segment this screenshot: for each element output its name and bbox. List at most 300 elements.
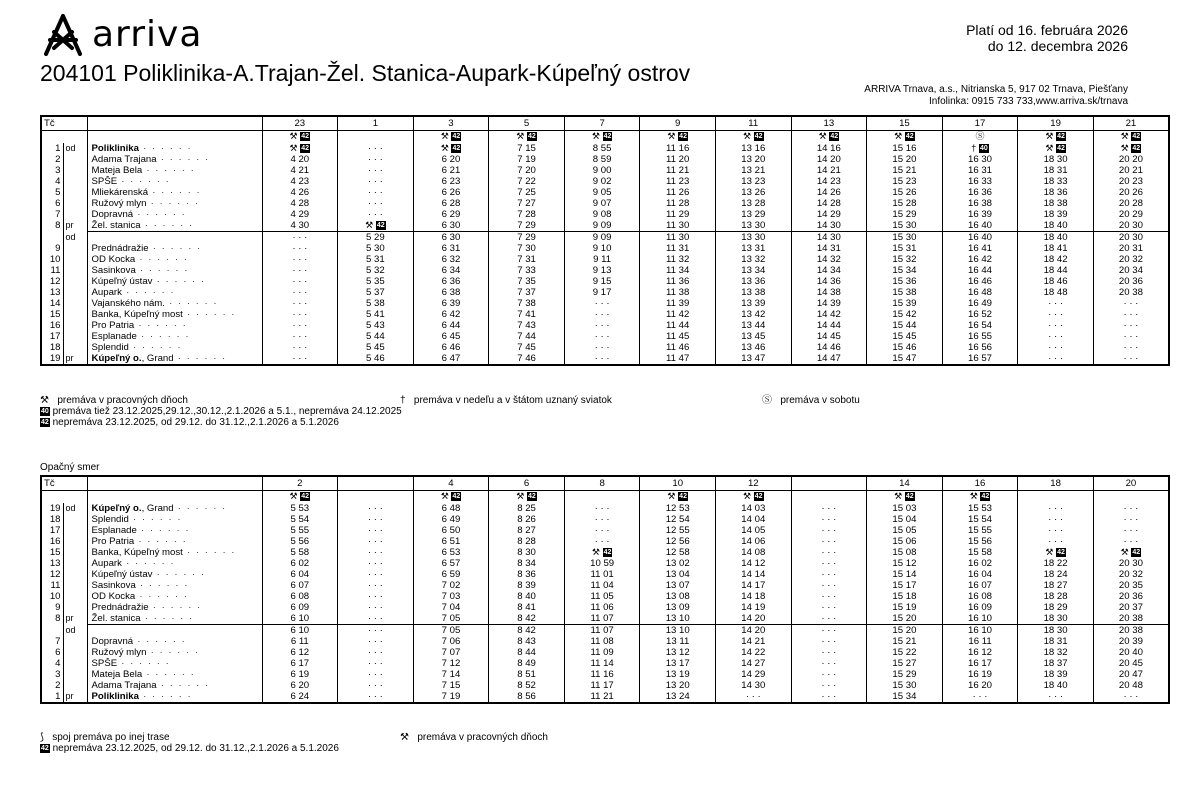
departure-time: 8 30 [489, 547, 565, 558]
departure-time: · · · [338, 514, 414, 525]
departure-time: · · · [262, 309, 338, 320]
departure-time: 5 43 [338, 320, 414, 331]
departure-time: · · · [791, 503, 867, 514]
departure-time: 11 44 [640, 320, 716, 331]
departure-time: 18 39 [1018, 209, 1094, 220]
stop-number: 12 [41, 569, 63, 580]
departure-time: 14 21 [791, 165, 867, 176]
departure-time: · · · [564, 525, 640, 536]
departure-time: 4 30 [262, 220, 338, 232]
trip-number: 2 [262, 476, 338, 491]
departure-time: 16 39 [942, 209, 1018, 220]
departure-time: 16 12 [942, 647, 1018, 658]
departure-time: 8 34 [489, 558, 565, 569]
table-row [41, 143, 1169, 154]
stop-name: Sasinkova · · · · · · [87, 265, 262, 276]
departure-time [413, 143, 489, 154]
departure-time: 15 22 [867, 647, 943, 658]
departure-time: 16 38 [942, 198, 1018, 209]
table-row [41, 569, 1169, 580]
departure-time: 5 45 [338, 342, 414, 353]
departure-time: 15 12 [867, 558, 943, 569]
table-row [41, 220, 1169, 232]
saturday-circle-icon: Ⓢ [762, 395, 772, 406]
stop-number: 18 [41, 342, 63, 353]
departure-time: 13 39 [715, 298, 791, 309]
departure-time: 16 55 [942, 331, 1018, 342]
departure-time: 13 47 [715, 353, 791, 365]
departure-time: 7 46 [489, 353, 565, 365]
departure-time: · · · [791, 536, 867, 547]
stop-number: 10 [41, 591, 63, 602]
legend-40: 40 premáva tiež 23.12.2025,29.12.,30.12.,2.1.2026 a 5.1., nepremáva 24.12.2025 [41, 406, 402, 417]
departure-time: · · · [715, 691, 791, 703]
departure-time: · · · [262, 298, 338, 309]
legend-detour: ⟆ spoj premáva po inej trase [40, 732, 170, 743]
stop-number: 17 [41, 525, 63, 536]
departure-time: 6 46 [413, 342, 489, 353]
stop-name: Ružový mlyn · · · · · · [87, 198, 262, 209]
table-row [41, 547, 1169, 558]
hammer-icon: ⚒ [1120, 143, 1129, 153]
departure-time: · · · [338, 187, 414, 198]
trip-number: 7 [564, 116, 640, 131]
stop-number: 19 [41, 353, 63, 365]
stop-name: Banka, Kúpeľný most · · · · · · [87, 309, 262, 320]
stop-number: 4 [41, 658, 63, 669]
departure-time: · · · [1093, 320, 1169, 331]
departure-time: 11 07 [564, 613, 640, 625]
departure-time: 15 55 [942, 525, 1018, 536]
legend-hammer: ⚒ premáva v pracovných dňoch [40, 395, 188, 406]
departure-time: 11 20 [640, 154, 716, 165]
departure-time: 6 12 [262, 647, 338, 658]
badge-42: 42 [1057, 549, 1065, 556]
stop-name: OD Kocka · · · · · · [87, 254, 262, 265]
departure-time: 8 36 [489, 569, 565, 580]
trip-note [262, 491, 338, 504]
departure-time: · · · [791, 558, 867, 569]
departure-time: 15 47 [867, 353, 943, 365]
departure-time: 14 23 [791, 176, 867, 187]
departure-time: 6 45 [413, 331, 489, 342]
departure-time: 9 05 [564, 187, 640, 198]
departure-time: 12 53 [640, 503, 716, 514]
departure-time: 7 05 [413, 625, 489, 637]
departure-time: 20 26 [1093, 187, 1169, 198]
departure-time: · · · [338, 591, 414, 602]
stop-mode [63, 265, 87, 276]
departure-time: · · · [338, 176, 414, 187]
departure-time: 7 33 [489, 265, 565, 276]
trip-note [867, 131, 943, 144]
departure-time: 7 31 [489, 254, 565, 265]
departure-time: 11 30 [640, 220, 716, 232]
departure-time: 11 01 [564, 569, 640, 580]
valid-to: do 12. decembra 2026 [987, 38, 1128, 54]
stop-mode [63, 669, 87, 680]
badge-42: 42 [301, 493, 310, 501]
departure-time: · · · [338, 536, 414, 547]
departure-time: 6 44 [413, 320, 489, 331]
departure-time: · · · [1018, 331, 1094, 342]
departure-time: 16 10 [942, 613, 1018, 625]
table-row [41, 647, 1169, 658]
departure-time: 15 58 [942, 547, 1018, 558]
departure-time: 8 44 [489, 647, 565, 658]
badge-42: 42 [41, 744, 49, 752]
departure-time: · · · [942, 691, 1018, 703]
departure-time: 16 56 [942, 342, 1018, 353]
departure-time [1093, 143, 1169, 154]
timetable-outbound [40, 115, 1170, 366]
trip-number: 13 [791, 116, 867, 131]
departure-time: · · · [338, 602, 414, 613]
departure-time: · · · [262, 331, 338, 342]
departure-time: 11 09 [564, 647, 640, 658]
departure-time: 13 30 [715, 220, 791, 232]
timetable-inbound [40, 475, 1170, 704]
departure-time: · · · [1093, 353, 1169, 365]
departure-time: 5 35 [338, 276, 414, 287]
departure-time: 12 54 [640, 514, 716, 525]
hammer-icon: ⚒ [1120, 547, 1129, 557]
departure-time: 9 08 [564, 209, 640, 220]
departure-time [1018, 143, 1094, 154]
trip-note [489, 131, 565, 144]
badge-42: 42 [1132, 145, 1141, 152]
departure-time: 16 40 [942, 220, 1018, 232]
badge-42: 42 [528, 133, 536, 141]
departure-time: 13 02 [640, 558, 716, 569]
departure-time: 14 20 [715, 613, 791, 625]
stop-name [87, 625, 262, 637]
table-row [41, 276, 1169, 287]
departure-time: 6 07 [262, 580, 338, 591]
badge-42: 42 [41, 418, 49, 426]
departure-time: 11 39 [640, 298, 716, 309]
departure-time: · · · [1018, 514, 1094, 525]
trip-number: 14 [867, 476, 943, 491]
departure-time: 16 52 [942, 309, 1018, 320]
stop-name: Banka, Kúpeľný most · · · · · · [87, 547, 262, 558]
departure-time: · · · [1018, 342, 1094, 353]
departure-time: 18 48 [1018, 287, 1094, 298]
departure-time: 14 30 [715, 680, 791, 691]
departure-time: 6 51 [413, 536, 489, 547]
badge-42: 42 [452, 133, 461, 141]
departure-time: 16 48 [942, 287, 1018, 298]
stop-name: Pro Patria · · · · · · [87, 536, 262, 547]
badge-42: 42 [679, 493, 687, 501]
departure-time: 9 15 [564, 276, 640, 287]
departure-time: 20 34 [1093, 265, 1169, 276]
hammer-icon: ⚒ [289, 131, 298, 142]
departure-time: 16 02 [942, 558, 1018, 569]
departure-time: 13 10 [640, 613, 716, 625]
departure-time: 5 54 [262, 514, 338, 525]
stop-name: Splendid · · · · · · [87, 514, 262, 525]
trip-note [1093, 131, 1169, 144]
stop-mode: od [63, 232, 87, 244]
departure-time: · · · [262, 320, 338, 331]
stop-mode [63, 298, 87, 309]
departure-time: 20 30 [1093, 220, 1169, 232]
departure-time: 16 19 [942, 669, 1018, 680]
departure-time: 18 30 [1018, 625, 1094, 637]
departure-time: 5 55 [262, 525, 338, 536]
departure-time: · · · [791, 569, 867, 580]
departure-time: 8 39 [489, 580, 565, 591]
departure-time: 15 44 [867, 320, 943, 331]
departure-time: 7 44 [489, 331, 565, 342]
departure-time: 6 28 [413, 198, 489, 209]
stop-name: Splendid · · · · · · [87, 342, 262, 353]
stop-mode [63, 287, 87, 298]
trip-number: 11 [715, 116, 791, 131]
departure-time: · · · [564, 331, 640, 342]
departure-time: 7 03 [413, 591, 489, 602]
stop-mode [63, 154, 87, 165]
stop-number: 3 [41, 165, 63, 176]
departure-time: 12 56 [640, 536, 716, 547]
hammer-icon: ⚒ [516, 491, 525, 502]
badge-42: 42 [679, 133, 687, 141]
departure-time: 18 33 [1018, 176, 1094, 187]
stop-name: Pro Patria · · · · · · [87, 320, 262, 331]
trip-number: 6 [489, 476, 565, 491]
badge-42: 42 [301, 145, 310, 152]
departure-time: 15 56 [942, 536, 1018, 547]
departure-time: 15 21 [867, 636, 943, 647]
table-row [41, 320, 1169, 331]
hammer-icon: ⚒ [591, 131, 600, 142]
header-blank [87, 116, 262, 131]
logo-text: arriva [92, 14, 203, 55]
stop-number: 9 [41, 243, 63, 254]
trip-note [564, 491, 640, 504]
stop-mode: pr [63, 220, 87, 232]
departure-time: 18 38 [1018, 198, 1094, 209]
hammer-icon: ⚒ [1045, 547, 1054, 557]
stop-mode [63, 331, 87, 342]
departure-time: 7 30 [489, 243, 565, 254]
departure-time: 5 30 [338, 243, 414, 254]
departure-time: 14 29 [715, 669, 791, 680]
stop-number: 6 [41, 198, 63, 209]
departure-time: 11 34 [640, 265, 716, 276]
hammer-icon: ⚒ [667, 131, 676, 142]
departure-time: · · · [564, 503, 640, 514]
stop-number: 15 [41, 309, 63, 320]
stop-mode [63, 342, 87, 353]
stop-name: Mliekárenská · · · · · · [87, 187, 262, 198]
departure-time: 9 17 [564, 287, 640, 298]
table-row [41, 580, 1169, 591]
departure-time: 20 30 [1093, 232, 1169, 244]
badge-42: 42 [1057, 133, 1065, 141]
departure-time: 8 41 [489, 602, 565, 613]
table-row [41, 165, 1169, 176]
stop-mode [63, 658, 87, 669]
departure-time: 4 28 [262, 198, 338, 209]
departure-time: 8 27 [489, 525, 565, 536]
departure-time: 9 00 [564, 165, 640, 176]
stop-number: 19 [41, 503, 63, 514]
trip-number [338, 476, 414, 491]
departure-time: 14 17 [715, 580, 791, 591]
departure-time: 15 21 [867, 165, 943, 176]
trip-number: 15 [867, 116, 943, 131]
departure-time: · · · [262, 342, 338, 353]
stop-name: Kúpeľný ústav · · · · · · [87, 276, 262, 287]
departure-time: · · · [564, 309, 640, 320]
departure-time: · · · [1018, 298, 1094, 309]
departure-time: 18 42 [1018, 254, 1094, 265]
trip-note [338, 131, 414, 144]
departure-time: 14 34 [791, 265, 867, 276]
departure-time: 14 21 [715, 636, 791, 647]
stop-number [41, 625, 63, 637]
departure-time: 20 45 [1093, 658, 1169, 669]
departure-time: 14 27 [715, 658, 791, 669]
departure-time: · · · [1093, 536, 1169, 547]
service-note [971, 143, 988, 154]
departure-time: 15 26 [867, 187, 943, 198]
departure-time: · · · [1018, 691, 1094, 703]
stop-mode [63, 254, 87, 265]
stop-number: 16 [41, 536, 63, 547]
departure-time: 7 05 [413, 613, 489, 625]
departure-time: 5 46 [338, 353, 414, 365]
departure-time: · · · [791, 547, 867, 558]
trip-number: 4 [413, 476, 489, 491]
table-row [41, 658, 1169, 669]
departure-time: · · · [564, 536, 640, 547]
stop-number: 9 [41, 602, 63, 613]
badge-42: 42 [754, 133, 763, 141]
departure-time: 20 38 [1093, 287, 1169, 298]
departure-time: 6 34 [413, 265, 489, 276]
stop-number: 3 [41, 669, 63, 680]
stop-name: Dopravná · · · · · · [87, 636, 262, 647]
departure-time: 14 31 [791, 243, 867, 254]
departure-time: · · · [564, 342, 640, 353]
departure-time: 13 04 [640, 569, 716, 580]
departure-time: 7 02 [413, 580, 489, 591]
departure-time: 14 47 [791, 353, 867, 365]
departure-time: 6 50 [413, 525, 489, 536]
departure-time: · · · [791, 691, 867, 703]
departure-time: 6 04 [262, 569, 338, 580]
trip-note [867, 491, 943, 504]
departure-time: 8 25 [489, 503, 565, 514]
departure-time: 18 39 [1018, 669, 1094, 680]
stop-name: OD Kocka · · · · · · [87, 591, 262, 602]
departure-time: 20 32 [1093, 569, 1169, 580]
badge-42: 42 [376, 222, 385, 230]
departure-time: · · · [262, 243, 338, 254]
departure-time: · · · [791, 625, 867, 637]
departure-time: 16 17 [942, 658, 1018, 669]
departure-time: 6 30 [413, 232, 489, 244]
cross-icon: † [971, 143, 977, 153]
stop-name: Poliklinika · · · · · · [87, 143, 262, 154]
departure-time: 13 30 [715, 232, 791, 244]
departure-time: 13 11 [640, 636, 716, 647]
departure-time: 13 26 [715, 187, 791, 198]
departure-time: · · · [791, 602, 867, 613]
departure-time: 18 31 [1018, 636, 1094, 647]
legend-42-2: 42 nepremáva 23.12.2025, od 29.12. do 31.12.,2.1.2026 a 5.1.2026 [41, 743, 339, 754]
departure-time: 4 21 [262, 165, 338, 176]
departure-time: 6 36 [413, 276, 489, 287]
departure-time: 15 53 [942, 503, 1018, 514]
departure-time: · · · [338, 580, 414, 591]
trip-note [489, 491, 565, 504]
service-note [1121, 547, 1142, 558]
departure-time: · · · [1093, 331, 1169, 342]
departure-time: 20 47 [1093, 669, 1169, 680]
stop-name: Kúpeľný o., Grand · · · · · · [87, 353, 262, 365]
departure-time: 15 42 [867, 309, 943, 320]
hammer-icon: ⚒ [818, 131, 827, 142]
departure-time: 14 14 [715, 569, 791, 580]
departure-time: 13 16 [715, 143, 791, 154]
departure-time: 4 29 [262, 209, 338, 220]
stop-mode [63, 525, 87, 536]
departure-time: 6 38 [413, 287, 489, 298]
departure-time: 6 02 [262, 558, 338, 569]
departure-time: 18 30 [1018, 154, 1094, 165]
departure-time: 7 14 [413, 669, 489, 680]
departure-time: · · · [338, 691, 414, 703]
departure-time: 10 59 [564, 558, 640, 569]
departure-time: 7 27 [489, 198, 565, 209]
departure-time: 13 44 [715, 320, 791, 331]
departure-time: 16 44 [942, 265, 1018, 276]
departure-time: 16 42 [942, 254, 1018, 265]
trip-number: 8 [564, 476, 640, 491]
departure-time: 7 38 [489, 298, 565, 309]
departure-time: 14 22 [715, 647, 791, 658]
departure-time: · · · [791, 591, 867, 602]
departure-time: 16 31 [942, 165, 1018, 176]
trip-number-header: Tč [41, 116, 87, 131]
departure-time: 20 21 [1093, 165, 1169, 176]
departure-time: 6 57 [413, 558, 489, 569]
stop-mode [63, 309, 87, 320]
departure-time: 7 45 [489, 342, 565, 353]
departure-time: 15 30 [867, 680, 943, 691]
departure-time: 11 38 [640, 287, 716, 298]
departure-time: 13 42 [715, 309, 791, 320]
departure-time: 8 42 [489, 613, 565, 625]
departure-time: 15 29 [867, 209, 943, 220]
stop-number: 8 [41, 220, 63, 232]
legend-hammer-2: ⚒ premáva v pracovných dňoch [400, 732, 548, 743]
departure-time: 9 13 [564, 265, 640, 276]
departure-time: 20 23 [1093, 176, 1169, 187]
departure-time: 13 28 [715, 198, 791, 209]
badge-42: 42 [1132, 133, 1141, 141]
departure-time: 14 06 [715, 536, 791, 547]
table-row [41, 558, 1169, 569]
stop-number: 11 [41, 265, 63, 276]
cross-icon: † [400, 395, 406, 406]
departure-time: 9 09 [564, 232, 640, 244]
departure-time: 15 30 [867, 232, 943, 244]
